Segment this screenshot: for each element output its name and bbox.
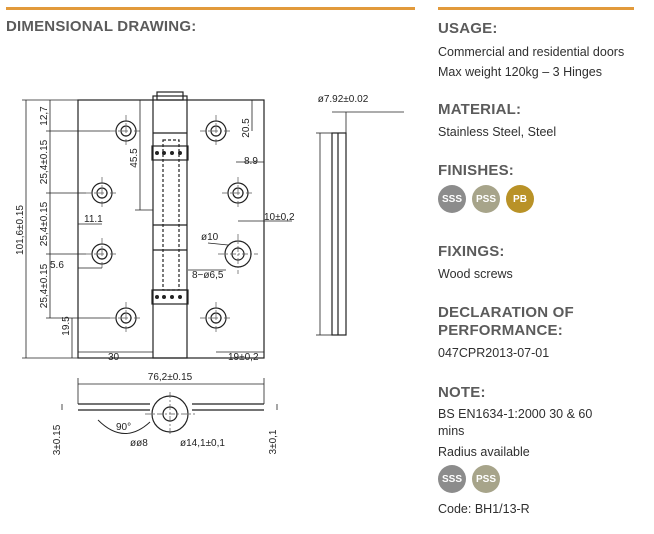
dim-pitch-3: 25,4±0.15 [39, 263, 50, 309]
dim-pin-diameter: ø7.92±0.02 [317, 94, 369, 105]
declaration-section [438, 304, 634, 363]
usage-line-1: Commercial and residential doors [438, 45, 625, 59]
dim-pitch-2: 25,4±0.15 [39, 201, 50, 247]
finishes-section [438, 162, 634, 213]
material-text: Stainless Steel, Steel [438, 125, 557, 139]
plan-view [62, 378, 277, 434]
hinge-knuckle [153, 96, 187, 358]
note-line-3: Radius available [438, 445, 530, 459]
fixings-heading: FIXINGS: [438, 243, 505, 260]
note-badge-pss: PSS [472, 465, 500, 493]
finishes-heading: FINISHES: [438, 162, 514, 179]
note-badge-sss: SSS [438, 465, 466, 493]
dim-countersink: ø10 [201, 232, 219, 243]
usage-section [438, 20, 634, 82]
dim-hole-offset: 8.9 [244, 156, 258, 167]
declaration-heading-2: PERFORMANCE: [438, 322, 563, 339]
dim-bottom-offset: 19.5 [61, 316, 72, 336]
usage-heading: USAGE: [438, 20, 498, 37]
declaration-text: 047CPR2013-07-01 [438, 346, 550, 360]
dim-overall-width: 76,2±0.15 [147, 372, 193, 383]
dim-right-edge: 19±0,2 [228, 352, 259, 363]
dim-hole-spacing: 10±0,2 [264, 212, 295, 223]
fixings-text: Wood screws [438, 267, 513, 281]
dim-top-offset: 12,7 [39, 106, 50, 126]
dim-opening-angle: 90° [116, 422, 132, 433]
material-heading: MATERIAL: [438, 101, 522, 118]
pin-side-view [316, 112, 404, 335]
finish-badge-sss: SSS [438, 185, 466, 213]
note-line-2: mins [438, 424, 465, 438]
note-badges [438, 465, 634, 493]
declaration-heading-1: DECLARATION OF [438, 304, 574, 321]
note-line-1: BS EN1634-1:2000 30 & 60 [438, 407, 593, 421]
finish-badges [438, 185, 634, 213]
fixings-section [438, 243, 634, 284]
dim-leaf-thickness-left: 3±0.15 [52, 424, 63, 456]
dim-leaf-width: 30 [108, 352, 120, 363]
dim-hole-count: 8−ø6,5 [192, 270, 224, 281]
dim-knuckle-bore: øø8 [130, 438, 148, 449]
finish-badge-pss: PSS [472, 185, 500, 213]
dim-edge-gap: 5.6 [50, 260, 64, 271]
note-heading: NOTE: [438, 384, 486, 401]
dim-pitch-1: 25,4±0.15 [39, 139, 50, 185]
dim-knuckle-diameter: ø14,1±0,1 [180, 438, 225, 449]
finish-badge-pb: PB [506, 185, 534, 213]
dim-leaf-thickness-right: 3±0,1 [268, 429, 279, 455]
dim-right-top-offset: 20.5 [241, 118, 252, 138]
dim-overall-height: 101,6±0.15 [15, 205, 26, 255]
material-section [438, 101, 634, 142]
dim-knuckle-height: 45.5 [129, 148, 140, 168]
note-section [438, 384, 634, 519]
dim-hole-inset: 11.1 [84, 214, 103, 225]
product-code: Code: BH1/13-R [438, 502, 530, 516]
usage-line-2: Max weight 120kg – 3 Hinges [438, 65, 602, 79]
hinge-leaf-outline [78, 100, 264, 358]
drawing-title: DIMENSIONAL DRAWING: [6, 18, 197, 35]
